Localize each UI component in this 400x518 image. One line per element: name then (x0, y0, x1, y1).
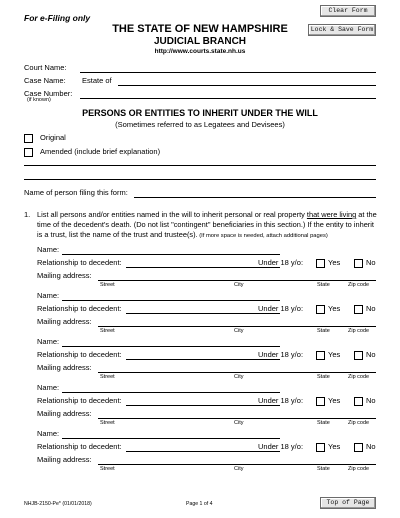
case-number-label: Case Number: (24, 89, 73, 98)
entry-street-caption: Street (100, 328, 115, 334)
filer-name-label: Name of person filing this form: (24, 188, 128, 197)
entry-yes-label: Yes (328, 258, 341, 267)
entry-zip-caption: Zip code (348, 466, 370, 472)
entry-no-checkbox[interactable] (354, 351, 363, 360)
entry-zip-caption: Zip code (348, 282, 370, 288)
entry-yes-label: Yes (328, 304, 341, 313)
entry-state-caption: State (317, 374, 330, 380)
entry-name-label: Name: (37, 429, 60, 438)
entry-street-caption: Street (100, 282, 115, 288)
entry-no-checkbox[interactable] (354, 443, 363, 452)
entry-no-label: No (366, 350, 376, 359)
entry-street-caption: Street (100, 420, 115, 426)
instruction-number: 1. (24, 210, 31, 219)
entry-state-caption: State (317, 466, 330, 472)
entry-no-checkbox[interactable] (354, 397, 363, 406)
entry-yes-checkbox[interactable] (316, 305, 325, 314)
entry-name-label: Name: (37, 245, 60, 254)
entry-state-caption: State (317, 328, 330, 334)
entry-name-label: Name: (37, 383, 60, 392)
entry-relationship-label: Relationship to decedent: (37, 258, 122, 267)
entry-mailing-label: Mailing address: (37, 271, 92, 280)
entry-zip-caption: Zip code (348, 328, 370, 334)
branch-title: JUDICIAL BRANCH (153, 36, 247, 47)
entry-relationship-label: Relationship to decedent: (37, 442, 122, 451)
entry-relationship-field[interactable] (126, 313, 280, 314)
entry-no-label: No (366, 396, 376, 405)
original-checkbox[interactable] (24, 134, 33, 143)
entry-no-label: No (366, 258, 376, 267)
amended-explanation-line-2[interactable] (24, 179, 376, 180)
entry-under18-label: Under 18 y/o: (258, 258, 304, 267)
entry-relationship-field[interactable] (126, 359, 280, 360)
entry-relationship-label: Relationship to decedent: (37, 396, 122, 405)
entry-relationship-field[interactable] (126, 451, 280, 452)
entry-relationship-field[interactable] (126, 405, 280, 406)
if-known-note: (if known) (27, 97, 51, 103)
amended-explanation-line-1[interactable] (24, 165, 376, 166)
entry-name-field[interactable] (62, 254, 280, 255)
entry-under18-label: Under 18 y/o: (258, 350, 304, 359)
entry-yes-label: Yes (328, 396, 341, 405)
entry-mailing-field[interactable] (98, 464, 376, 465)
entry-under18-label: Under 18 y/o: (258, 396, 304, 405)
entry-name-field[interactable] (62, 392, 280, 393)
case-number-field[interactable] (80, 98, 376, 99)
page-number: Page 1 of 4 (186, 501, 213, 507)
court-name-label: Court Name: (24, 63, 67, 72)
entry-no-checkbox[interactable] (354, 305, 363, 314)
entry-street-caption: Street (100, 466, 115, 472)
entry-city-caption: City (234, 466, 244, 472)
entry-name-field[interactable] (62, 346, 280, 347)
entry-relationship-label: Relationship to decedent: (37, 304, 122, 313)
entry-yes-checkbox[interactable] (316, 397, 325, 406)
entry-mailing-label: Mailing address: (37, 363, 92, 372)
entry-city-caption: City (234, 282, 244, 288)
amended-label: Amended (include brief explanation) (40, 147, 161, 156)
efiling-banner: For e-Filing only (24, 13, 91, 23)
entry-under18-label: Under 18 y/o: (258, 442, 304, 451)
entry-mailing-label: Mailing address: (37, 455, 92, 464)
amended-checkbox[interactable] (24, 148, 33, 157)
case-name-field[interactable] (118, 85, 376, 86)
entry-relationship-label: Relationship to decedent: (37, 350, 122, 359)
entry-name-label: Name: (37, 291, 60, 300)
court-url: http://www.courts.state.nh.us (154, 48, 246, 55)
entry-yes-label: Yes (328, 442, 341, 451)
entry-mailing-field[interactable] (98, 372, 376, 373)
entry-yes-checkbox[interactable] (316, 259, 325, 268)
entry-mailing-label: Mailing address: (37, 409, 92, 418)
entry-name-label: Name: (37, 337, 60, 346)
filer-name-field[interactable] (134, 197, 376, 198)
entry-zip-caption: Zip code (348, 420, 370, 426)
state-title: THE STATE OF NEW HAMPSHIRE (112, 23, 288, 35)
clear-form-button[interactable]: Clear Form (320, 5, 376, 17)
court-name-field[interactable] (80, 72, 376, 73)
entry-zip-caption: Zip code (348, 374, 370, 380)
entry-city-caption: City (234, 420, 244, 426)
entry-mailing-field[interactable] (98, 418, 376, 419)
entry-no-label: No (366, 304, 376, 313)
entry-city-caption: City (234, 328, 244, 334)
form-id: NHJB-2150-Pe* (01/01/2018) (24, 501, 92, 507)
entry-name-field[interactable] (62, 300, 280, 301)
entry-yes-checkbox[interactable] (316, 351, 325, 360)
entry-street-caption: Street (100, 374, 115, 380)
top-of-page-button[interactable]: Top of Page (320, 497, 376, 509)
entry-no-checkbox[interactable] (354, 259, 363, 268)
section-subtitle: (Sometimes referred to as Legatees and Devisees) (115, 120, 285, 129)
entry-relationship-field[interactable] (126, 267, 280, 268)
entry-state-caption: State (317, 420, 330, 426)
entry-name-field[interactable] (62, 438, 280, 439)
entry-state-caption: State (317, 282, 330, 288)
entry-under18-label: Under 18 y/o: (258, 304, 304, 313)
entry-yes-label: Yes (328, 350, 341, 359)
entry-mailing-label: Mailing address: (37, 317, 92, 326)
entry-mailing-field[interactable] (98, 326, 376, 327)
lock-save-form-button[interactable]: Lock & Save Form (308, 24, 376, 36)
entry-mailing-field[interactable] (98, 280, 376, 281)
original-label: Original (40, 133, 66, 142)
estate-of-label: Estate of (82, 76, 112, 85)
entry-city-caption: City (234, 374, 244, 380)
case-name-label: Case Name: (24, 76, 66, 85)
entry-yes-checkbox[interactable] (316, 443, 325, 452)
instruction-text: List all persons and/or entities named in the will to inherit personal or real property that were living at the time of the decedent's death. (Do not list "contingent" beneficiaries in this section.) If the entity to inherit is a trust, list the name of the trust and trustee(s). (If more space is needed, attach additional pages) (37, 210, 377, 240)
entry-no-label: No (366, 442, 376, 451)
section-title: PERSONS OR ENTITIES TO INHERIT UNDER THE WILL (82, 108, 318, 118)
